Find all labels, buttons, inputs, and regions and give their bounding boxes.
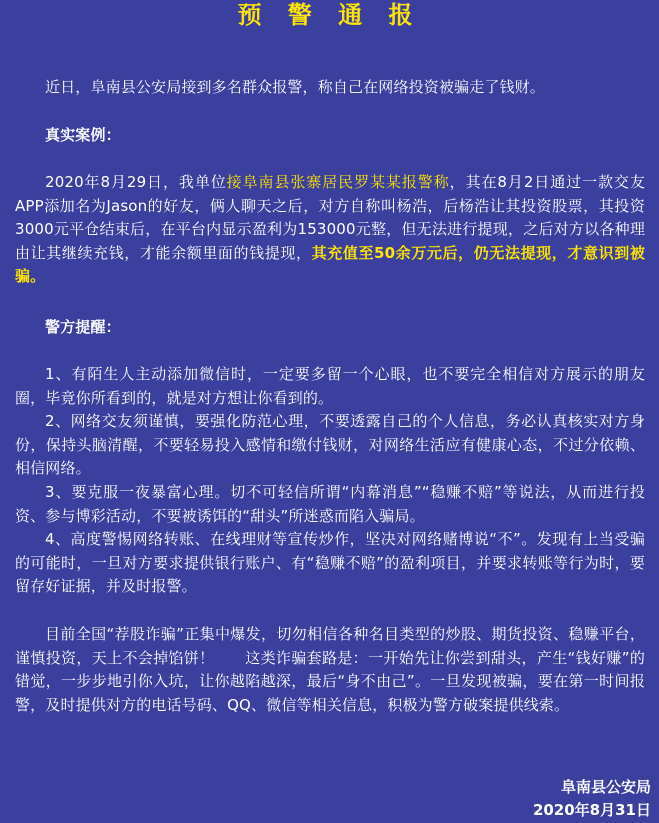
- case-highlight-report: 接阜南县张寨居民罗某某报警称: [226, 173, 450, 191]
- tip-4: 4、高度警惕网络转账、在线理财等宣传炒作，坚决对网络赌博说“不”。发现有上当受骗的可能时，一旦对方要求提供银行账户、有“稳赚不赔”的盈利项目，并要求转账等行为时，要留存好证据，并及时报警。: [15, 530, 645, 595]
- tip-1: 1、有陌生人主动添加微信时，一定要多留一个心眼，也不要完全相信对方展示的朋友圈，毕竟你所看到的，就是对方想让你看到的。: [15, 365, 645, 407]
- tip-3: 3、要克服一夜暴富心理。切不可轻信所谓“内幕消息”“稳赚不赔”等说法，从而进行投资、参与博彩活动，不要被诱饵的“甜头”所迷惑而陷入骗局。: [15, 483, 645, 525]
- case-heading: 真实案例：: [45, 126, 121, 144]
- conclusion-paragraph: 目前全国“荐股诈骗”正集中爆发，切勿相信各种名目类型的炒股、期货投资、稳赚平台，谨慎投资，天上不会掉馅饼！ 这类诈骗套路是：一开始先让你尝到甜头，产生“钱好赚”的错觉，一步步地引你入坑，让你越陷越深，最后“身不由己”。一旦发现被骗，要在第一时间报警，及时提供对方的电话号码、QQ、微信等相关信息，积极为警方破案提供线索。: [15, 625, 645, 714]
- case-highlight-amount: 其充值至50余万元后，仍无法提现，才意识到被骗: [15, 243, 645, 285]
- intro-paragraph: 近日，阜南县公安局接到多名群众报警，称自己在网络投资被骗走了钱财。: [45, 78, 545, 96]
- signature-date: 2020年8月31日: [532, 801, 651, 819]
- case-text-2: ，其在8月2日通过一款交友APP添加名为Jason的好友，俩人聊天之后，对方自称叫杨浩，后杨浩让其投资股票，其投资3000元平仓结束后，在平台内显示盈利为153000元整，但无法进行提现，之后对方以各种理由让其继续充钱，才能余额里面的钱提现，: [15, 173, 645, 262]
- warning-heading: 警方提醒：: [45, 318, 121, 336]
- signature-org: 阜南县公安局: [560, 778, 651, 796]
- case-paragraph: [15, 171, 645, 289]
- notice-title: 预 警 通 报: [237, 1, 422, 29]
- case-text-1: 2020年8月29日，我单位: [45, 173, 227, 191]
- case-text-3: 。: [30, 267, 46, 285]
- tip-2: 2、网络交友须谨慎，要强化防范心理，不要透露自己的个人信息，务必认真核实对方身份，保持头脑清醒，不要轻易投入感情和缴付钱财，对网络生活应有健康心态，不过分依赖、相信网络。: [15, 412, 645, 477]
